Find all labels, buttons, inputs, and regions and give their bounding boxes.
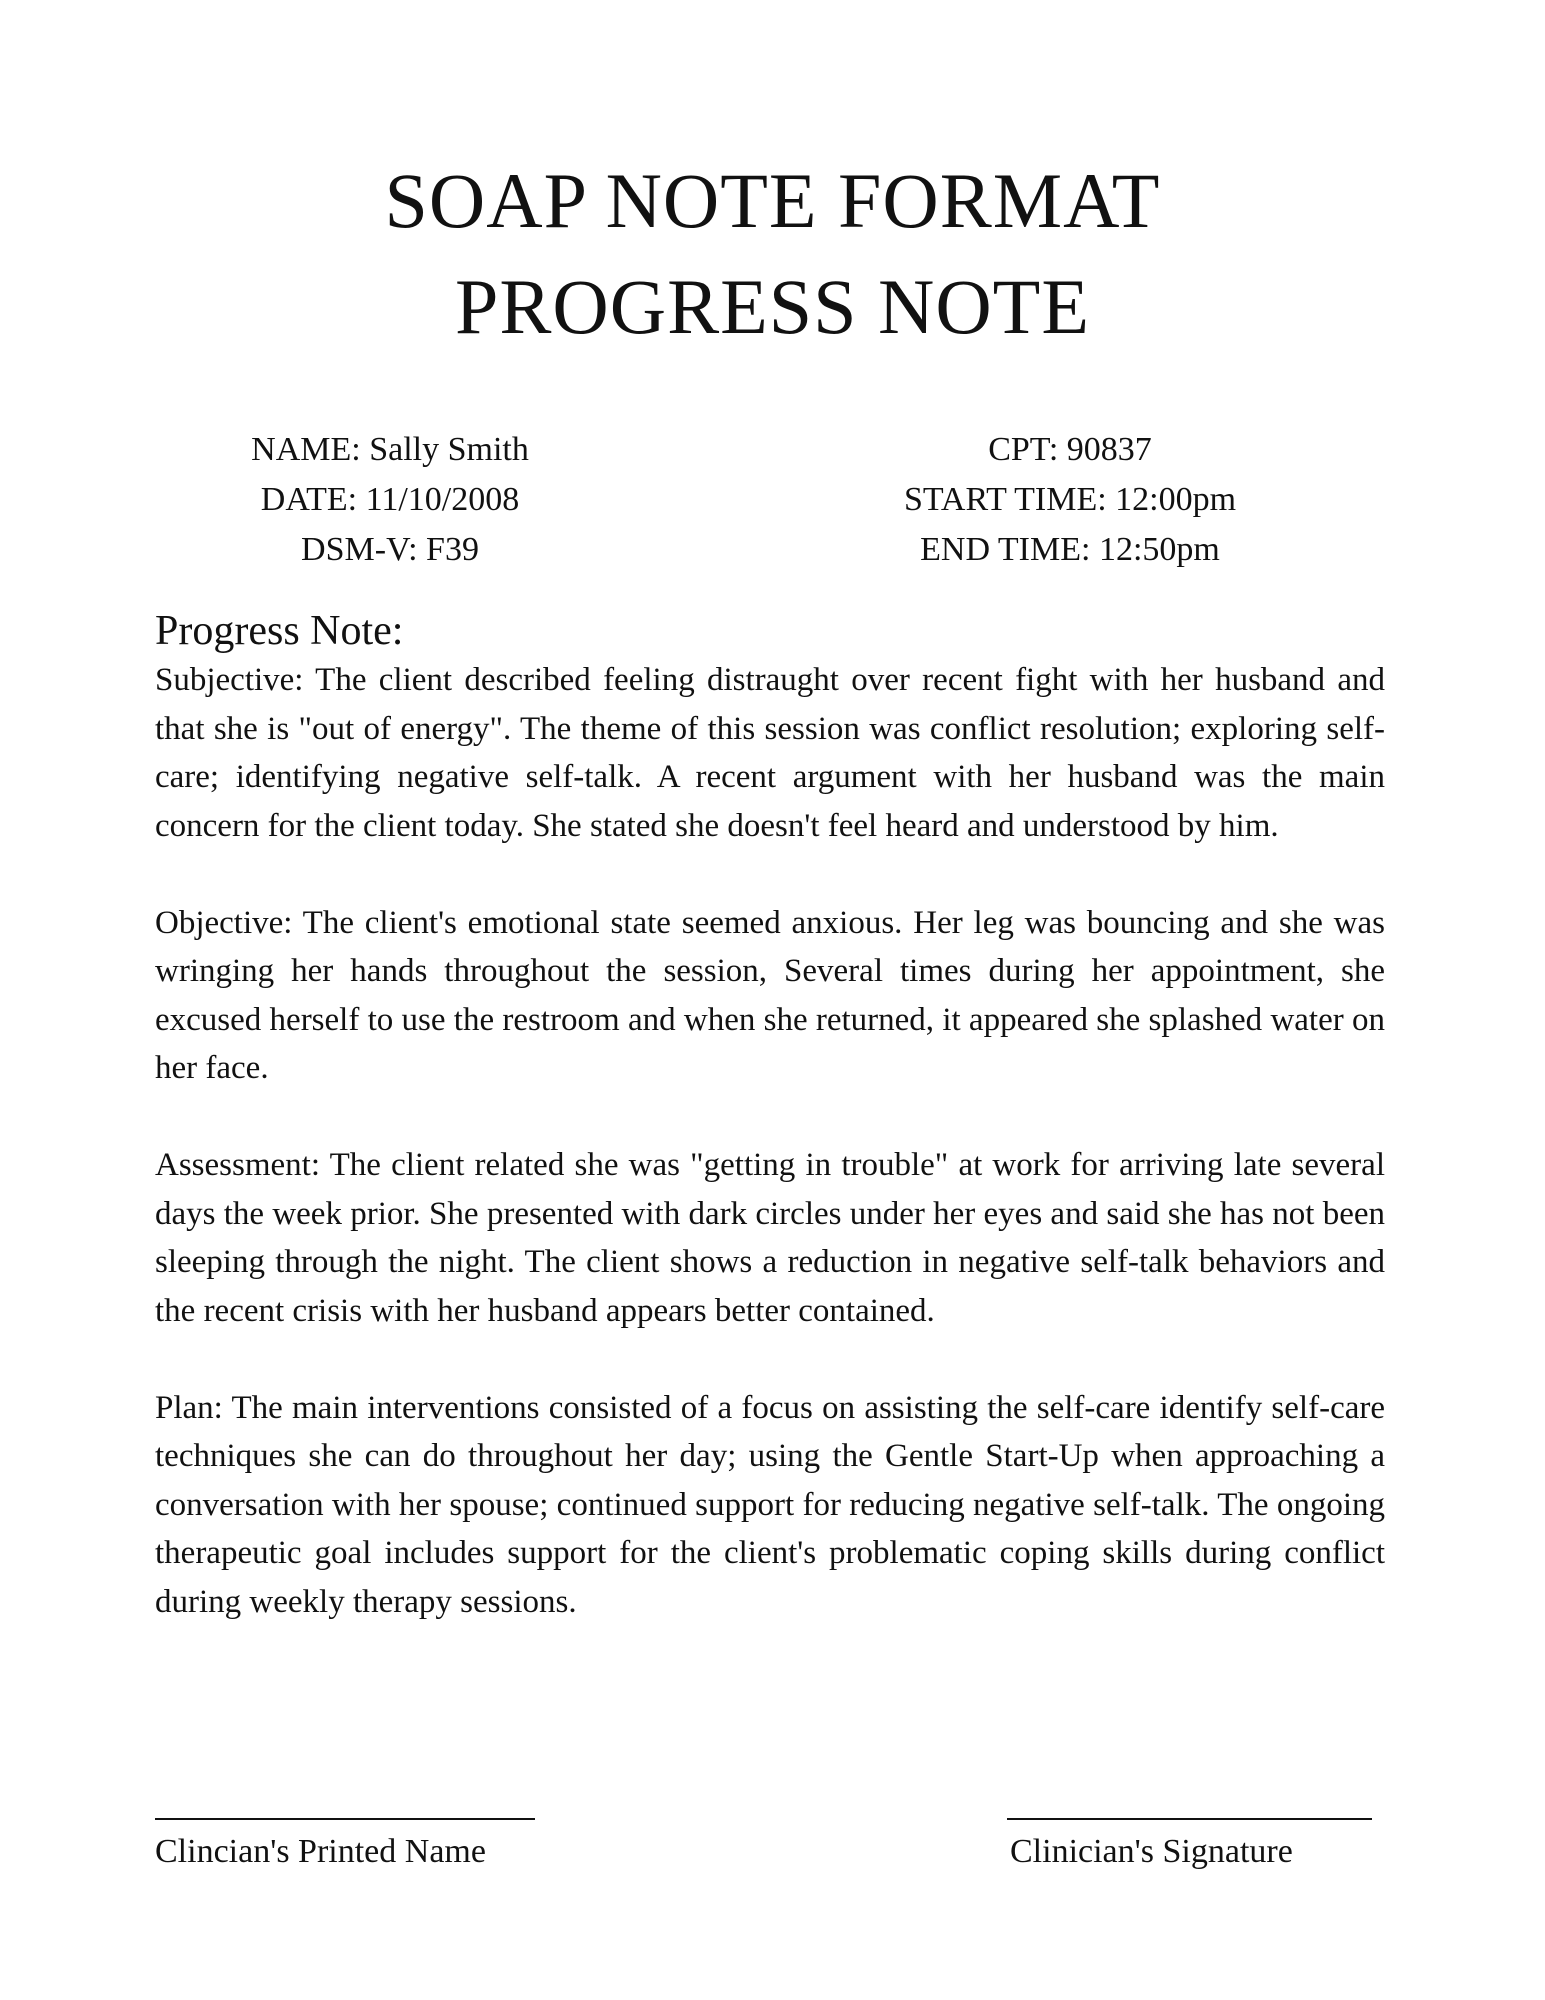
session-info-block — [860, 425, 1280, 575]
title-line-2: PROGRESS NOTE — [455, 263, 1090, 350]
client-info-block — [190, 425, 590, 575]
dsm-code: DSM-V: F39 — [301, 531, 479, 568]
session-date: DATE: 11/10/2008 — [260, 481, 520, 518]
printed-name-line — [155, 1818, 535, 1820]
signature-line — [1007, 1818, 1372, 1820]
soap-sections — [155, 656, 1385, 1675]
end-time: END TIME: 12:50pm — [920, 531, 1220, 568]
client-name: NAME: Sally Smith — [251, 431, 529, 468]
start-time: START TIME: 12:00pm — [903, 481, 1237, 518]
objective-paragraph: Objective: The client's emotional state seemed anxious. Her leg was bouncing and she was wringing her hands throughout the session, Several times during her appointment, she excused herself to use the restroom and when she returned, it appeared she splashed water on her face. — [155, 904, 1385, 1086]
printed-name-label: Clincian's Printed Name — [155, 1833, 486, 1870]
cpt-code: CPT: 90837 — [988, 431, 1152, 468]
title-line-1: SOAP NOTE FORMAT — [384, 157, 1161, 244]
subjective-paragraph: Subjective: The client described feeling distraught over recent fight with her husband and that she is "out of energy". The theme of this session was conflict resolution; exploring self-care; identifying negative self-talk. A recent argument with her husband was the main concern for the client today. She stated she doesn't feel heard and understood by him. — [155, 662, 1385, 844]
document-title — [0, 148, 1545, 360]
plan-paragraph: Plan: The main interventions consisted of a focus on assisting the self-care identify self-care techniques she can do throughout her day; using the Gentle Start-Up when approaching a conversation with her spouse; continued support for reducing negative self-talk. The ongoing therapeutic goal includes support for the client's problematic coping skills during conflict during weekly therapy sessions. — [155, 1389, 1385, 1620]
signature-label: Clinician's Signature — [1010, 1833, 1293, 1870]
assessment-paragraph: Assessment: The client related she was "getting in trouble" at work for arriving late several days the week prior. She presented with dark circles under her eyes and said she has not been sleeping through the night. The client shows a reduction in negative self-talk behaviors and the recent crisis with her husband appears better contained. — [155, 1147, 1385, 1329]
progress-note-heading: Progress Note: — [155, 608, 404, 654]
